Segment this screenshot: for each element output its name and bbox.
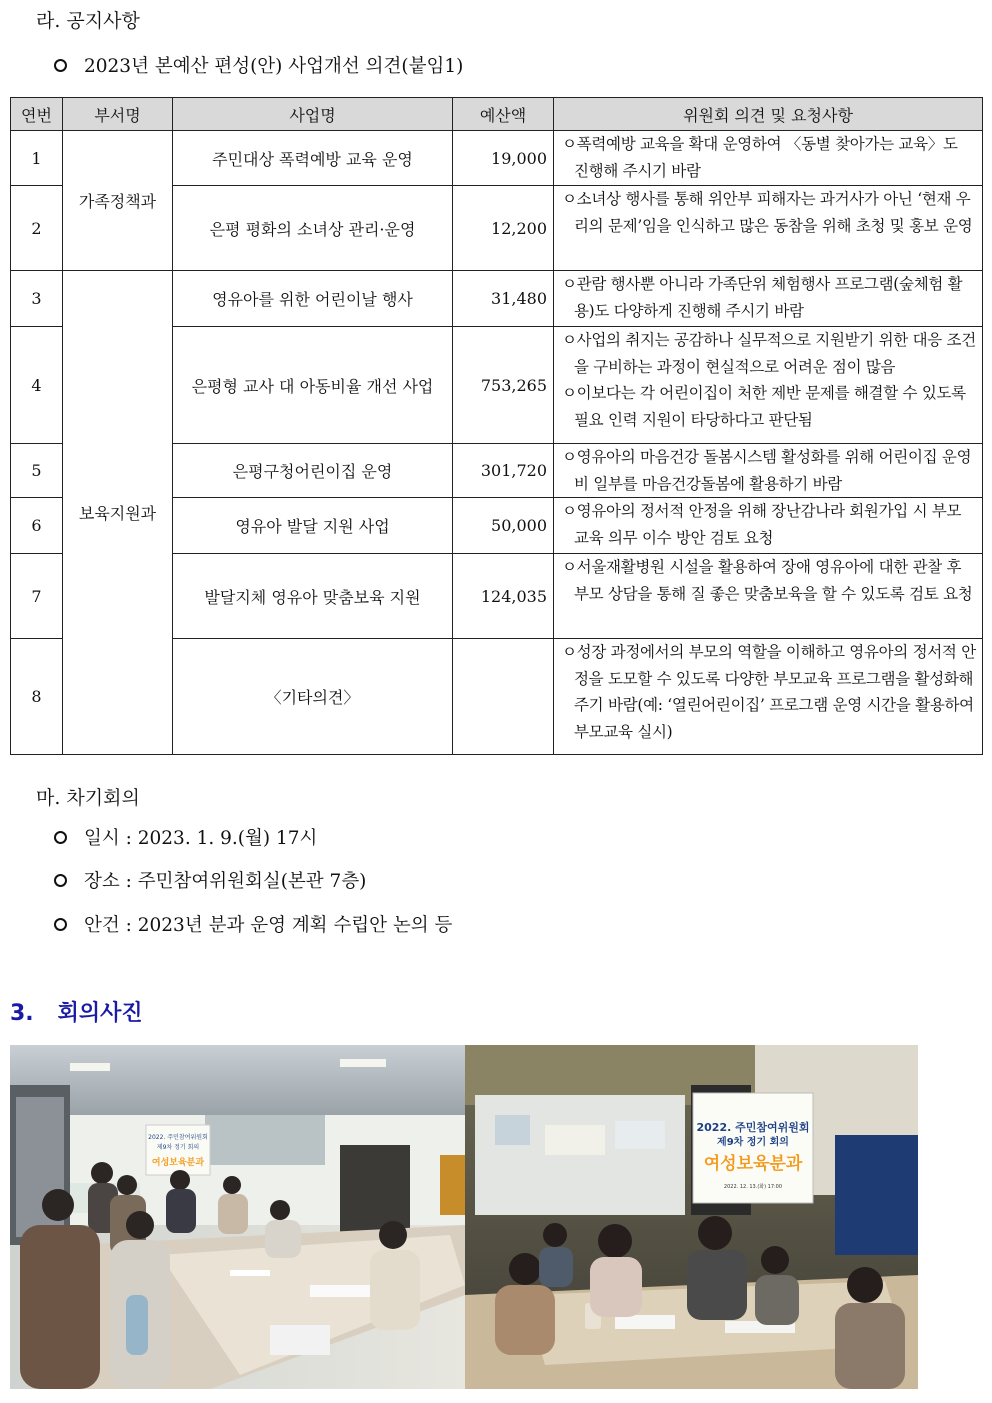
next-meeting-item: [54, 867, 366, 893]
opinion-cell: [554, 498, 983, 554]
opinion-cell: [554, 639, 983, 755]
budget-cell: 50,000: [453, 498, 554, 554]
opinion-text: ㅇ소녀상 행사를 통해 위안부 피해자는 과거사가 아닌 ‘현재 우리의 문제’임을 인식하고 많은 동참을 위해 초청 및 홍보 운영: [562, 190, 973, 235]
budget-cell: 19,000: [453, 131, 554, 186]
opinion-cell: [554, 271, 983, 327]
next-meeting-item: [54, 824, 317, 850]
col-header-no: 연번: [11, 98, 63, 131]
table-header-row: [11, 98, 983, 131]
row-no: 7: [11, 554, 63, 639]
opinion-text: ㅇ영유아의 마음건강 돌봄시스템 활성화를 위해 어린이집 운영비 일부를 마음건강돌봄에 활용하기 바람: [562, 448, 972, 493]
opinion-cell: [554, 554, 983, 639]
budget-cell: 12,200: [453, 186, 554, 271]
opinion-cell: [554, 131, 983, 186]
opinion-text: ㅇ서울재활병원 시설을 활용하여 장애 영유아에 대한 관찰 후 부모 상담을 통해 질 좋은 맞춤보육을 할 수 있도록 검토 요청: [562, 558, 973, 603]
col-header-opinion: 위원회 의견 및 요청사항: [554, 98, 983, 131]
budget-cell: 31,480: [453, 271, 554, 327]
opinion-text: ㅇ사업의 취지는 공감하나 실무적으로 지원받기 위한 대응 조건을 구비하는 과정이 현실적으로 어려운 점이 많음: [562, 331, 976, 376]
banner-left: [146, 1125, 210, 1175]
opinion-cell: [554, 186, 983, 271]
meeting-photo-right: [465, 1045, 918, 1389]
section-title-text: 회의사진: [57, 1001, 143, 1026]
project-cell: 은평 평화의 소녀상 관리·운영: [173, 186, 453, 271]
row-no: 8: [11, 639, 63, 755]
svg-text:제9차 정기 회의: 제9차 정기 회의: [717, 1137, 789, 1148]
opinion-text: ㅇ폭력예방 교육을 확대 운영하여 〈동별 찾아가는 교육〉도 진행해 주시기 바람: [562, 135, 958, 180]
notice-subheading: [54, 52, 463, 78]
meeting-photo-left: [10, 1045, 465, 1389]
budget-cell: 753,265: [453, 327, 554, 444]
svg-text:여성보육분과: 여성보육분과: [703, 1154, 803, 1174]
circle-bullet-icon: [54, 831, 67, 844]
budget-cell: 124,035: [453, 554, 554, 639]
svg-text:2022. 주민참여위원회: 2022. 주민참여위원회: [148, 1134, 208, 1141]
table-row: [11, 271, 983, 327]
opinion-text: ㅇ영유아의 정서적 안정을 위해 장난감나라 회원가입 시 부모 교육 의무 이수 방안 검토 요청: [562, 502, 962, 547]
next-meeting-item: [54, 911, 452, 937]
banner-right: [693, 1093, 813, 1203]
circle-bullet-icon: [54, 59, 67, 72]
row-no: 2: [11, 186, 63, 271]
budget-opinion-table: [10, 97, 983, 755]
svg-text:2022. 12. 13.(화) 17:00: 2022. 12. 13.(화) 17:00: [723, 1184, 783, 1190]
row-no: 4: [11, 327, 63, 444]
col-header-department: 부서명: [63, 98, 173, 131]
project-cell: 영유아 발달 지원 사업: [173, 498, 453, 554]
notice-sub-text: 2023년 본예산 편성(안) 사업개선 의견(붙임1): [84, 56, 464, 77]
section-number: 3.: [10, 1001, 34, 1026]
svg-text:제9차 정기 회의: 제9차 정기 회의: [156, 1144, 200, 1151]
opinion-cell: [554, 327, 983, 444]
project-cell: 은평구청어린이집 운영: [173, 444, 453, 498]
row-no: 5: [11, 444, 63, 498]
row-no: 3: [11, 271, 63, 327]
project-cell: 영유아를 위한 어린이날 행사: [173, 271, 453, 327]
opinion-cell: [554, 444, 983, 498]
next-meeting-place: 장소 : 주민참여위원회실(본관 7층): [84, 871, 367, 892]
notice-heading: 라. 공지사항: [36, 10, 140, 32]
next-meeting-heading: 마. 차기회의: [36, 787, 140, 809]
department-cell: 보육지원과: [63, 271, 173, 755]
opinion-text: ㅇ성장 과정에서의 부모의 역할을 이해하고 영유아의 정서적 안정을 도모할 수 있도록 다양한 부모교육 프로그램을 활성화해주기 바람(예: ‘열린어린이집’ 프로그램 운영 시간을 활용하여 부모교육 실시): [562, 643, 976, 741]
svg-text:2022. 주민참여위원회: 2022. 주민참여위원회: [696, 1121, 810, 1134]
col-header-budget: 예산액: [453, 98, 554, 131]
table-row: [11, 131, 983, 186]
circle-bullet-icon: [54, 918, 67, 931]
project-cell: 주민대상 폭력예방 교육 운영: [173, 131, 453, 186]
row-no: 6: [11, 498, 63, 554]
project-cell: 은평형 교사 대 아동비율 개선 사업: [173, 327, 453, 444]
project-cell: 발달지체 영유아 맞춤보육 지원: [173, 554, 453, 639]
next-meeting-date: 일시 : 2023. 1. 9.(월) 17시: [84, 828, 318, 849]
col-header-project: 사업명: [173, 98, 453, 131]
budget-cell: 301,720: [453, 444, 554, 498]
row-no: 1: [11, 131, 63, 186]
next-meeting-agenda: 안건 : 2023년 분과 운영 계획 수립안 논의 등: [84, 915, 453, 936]
department-cell: 가족정책과: [63, 131, 173, 271]
circle-bullet-icon: [54, 874, 67, 887]
svg-text:여성보육분과: 여성보육분과: [151, 1158, 205, 1168]
opinion-text: ㅇ이보다는 각 어린이집이 처한 제반 문제를 해결할 수 있도록 필요 인력 지원이 타당하다고 판단됨: [562, 384, 966, 429]
budget-cell: [453, 639, 554, 755]
project-cell: 〈기타의견〉: [173, 639, 453, 755]
opinion-text: ㅇ관람 행사뿐 아니라 가족단위 체험행사 프로그램(숲체험 활용)도 다양하게 진행해 주시기 바람: [562, 275, 963, 320]
section-title: [10, 996, 143, 1027]
